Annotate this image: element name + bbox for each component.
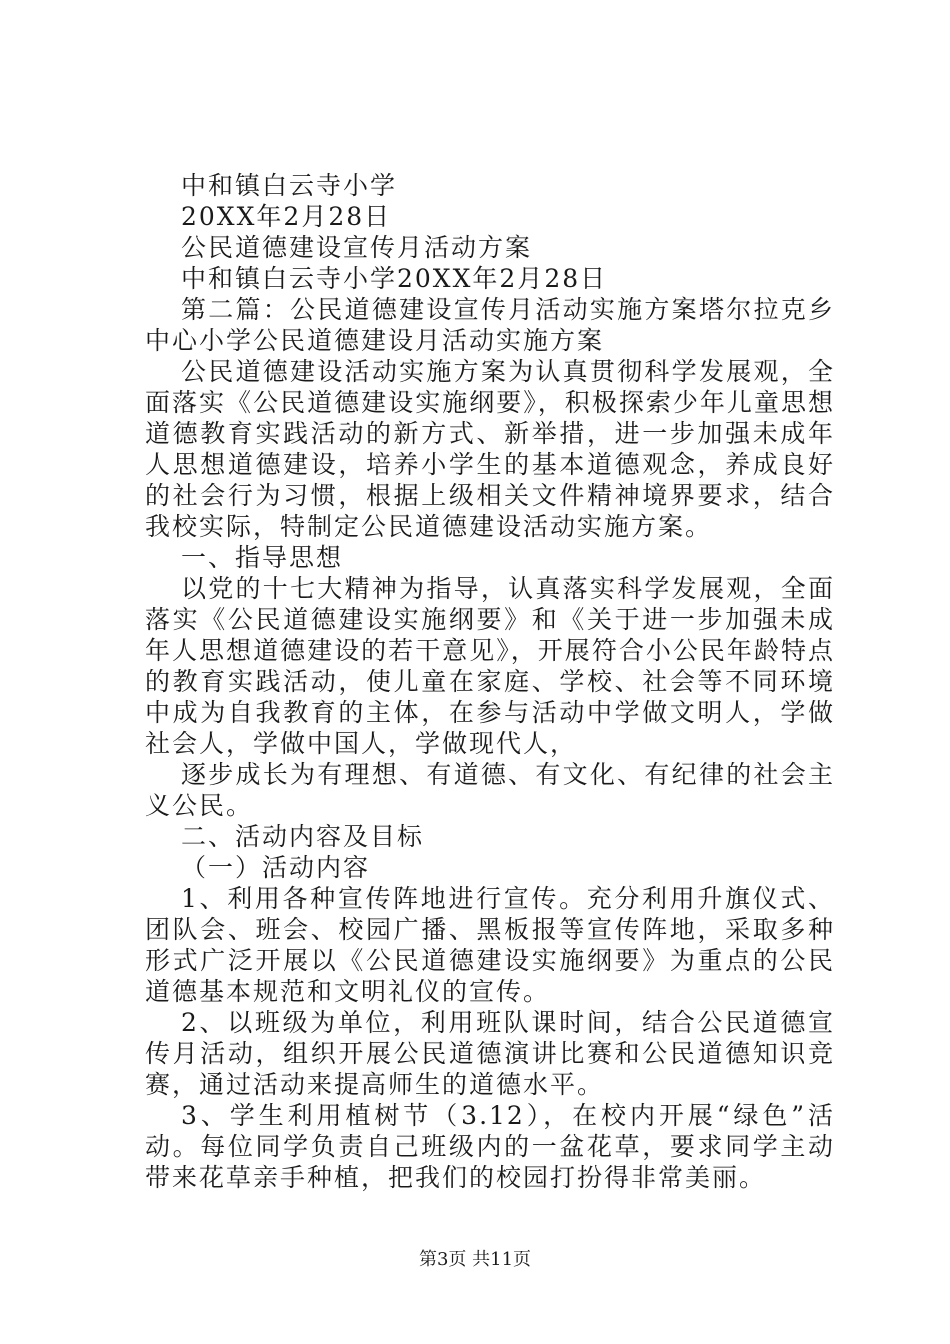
- activity-item-3: 3、学生利用植树节（3.12），在校内开展“绿色”活动。每位同学负责自己班级内的一盆花草，要求同学主动带来花草亲手种植，把我们的校园打扮得非常美丽。: [145, 1101, 835, 1192]
- heading-activity-content-goals: 二、活动内容及目标: [181, 822, 425, 851]
- intro-paragraph: 公民道德建设活动实施方案为认真贯彻科学发展观，全面落实《公民道德建设实施纲要》，积极探索少年儿童思想道德教育实践活动的新方式、新举措，进一步加强未成年人思想道德建设，培养小学生的基本道德观念，养成良好的社会行为习惯，根据上级相关文件精神境界要求，结合我校实际，特制定公民道德建设活动实施方案。: [145, 357, 835, 541]
- activity-item-1: 1、利用各种宣传阵地进行宣传。充分利用升旗仪式、团队会、班会、校园广播、黑板报等宣传阵地，采取多种形式广泛开展以《公民道德建设实施纲要》为重点的公民道德基本规范和文明礼仪的宣传。: [145, 884, 835, 1006]
- guiding-ideology-continuation: 逐步成长为有理想、有道德、有文化、有纪律的社会主义公民。: [145, 760, 835, 820]
- subheading-activity-content: （一）活动内容: [181, 853, 371, 882]
- heading-guiding-ideology: 一、指导思想: [181, 543, 344, 572]
- signature-date: 20XX年2月28日: [181, 202, 392, 231]
- section-heading-part-two: 第二篇：公民道德建设宣传月活动实施方案塔尔拉克乡中心小学公民道德建设月活动实施方案: [145, 295, 835, 355]
- signature-school: 中和镇白云寺小学: [181, 171, 398, 200]
- plan-title: 公民道德建设宣传月活动方案: [181, 233, 533, 262]
- page-number-footer: 第3页 共11页: [418, 1249, 532, 1270]
- guiding-ideology-paragraph: 以党的十七大精神为指导，认真落实科学发展观，全面落实《公民道德建设实施纲要》和《关于进一步加强未成年人思想道德建设的若干意见》，开展符合小公民年龄特点的教育实践活动，使儿童在家庭、学校、社会等不同环境中成为自我教育的主体，在参与活动中学做文明人，学做社会人，学做中国人，学做现代人，: [145, 574, 835, 758]
- document-body: [145, 170, 835, 1193]
- activity-item-2: 2、以班级为单位，利用班队课时间，结合公民道德宣传月活动，组织开展公民道德演讲比赛和公民道德知识竞赛，通过活动来提高师生的道德水平。: [145, 1008, 835, 1099]
- school-date-line: 中和镇白云寺小学20XX年2月28日: [181, 264, 608, 293]
